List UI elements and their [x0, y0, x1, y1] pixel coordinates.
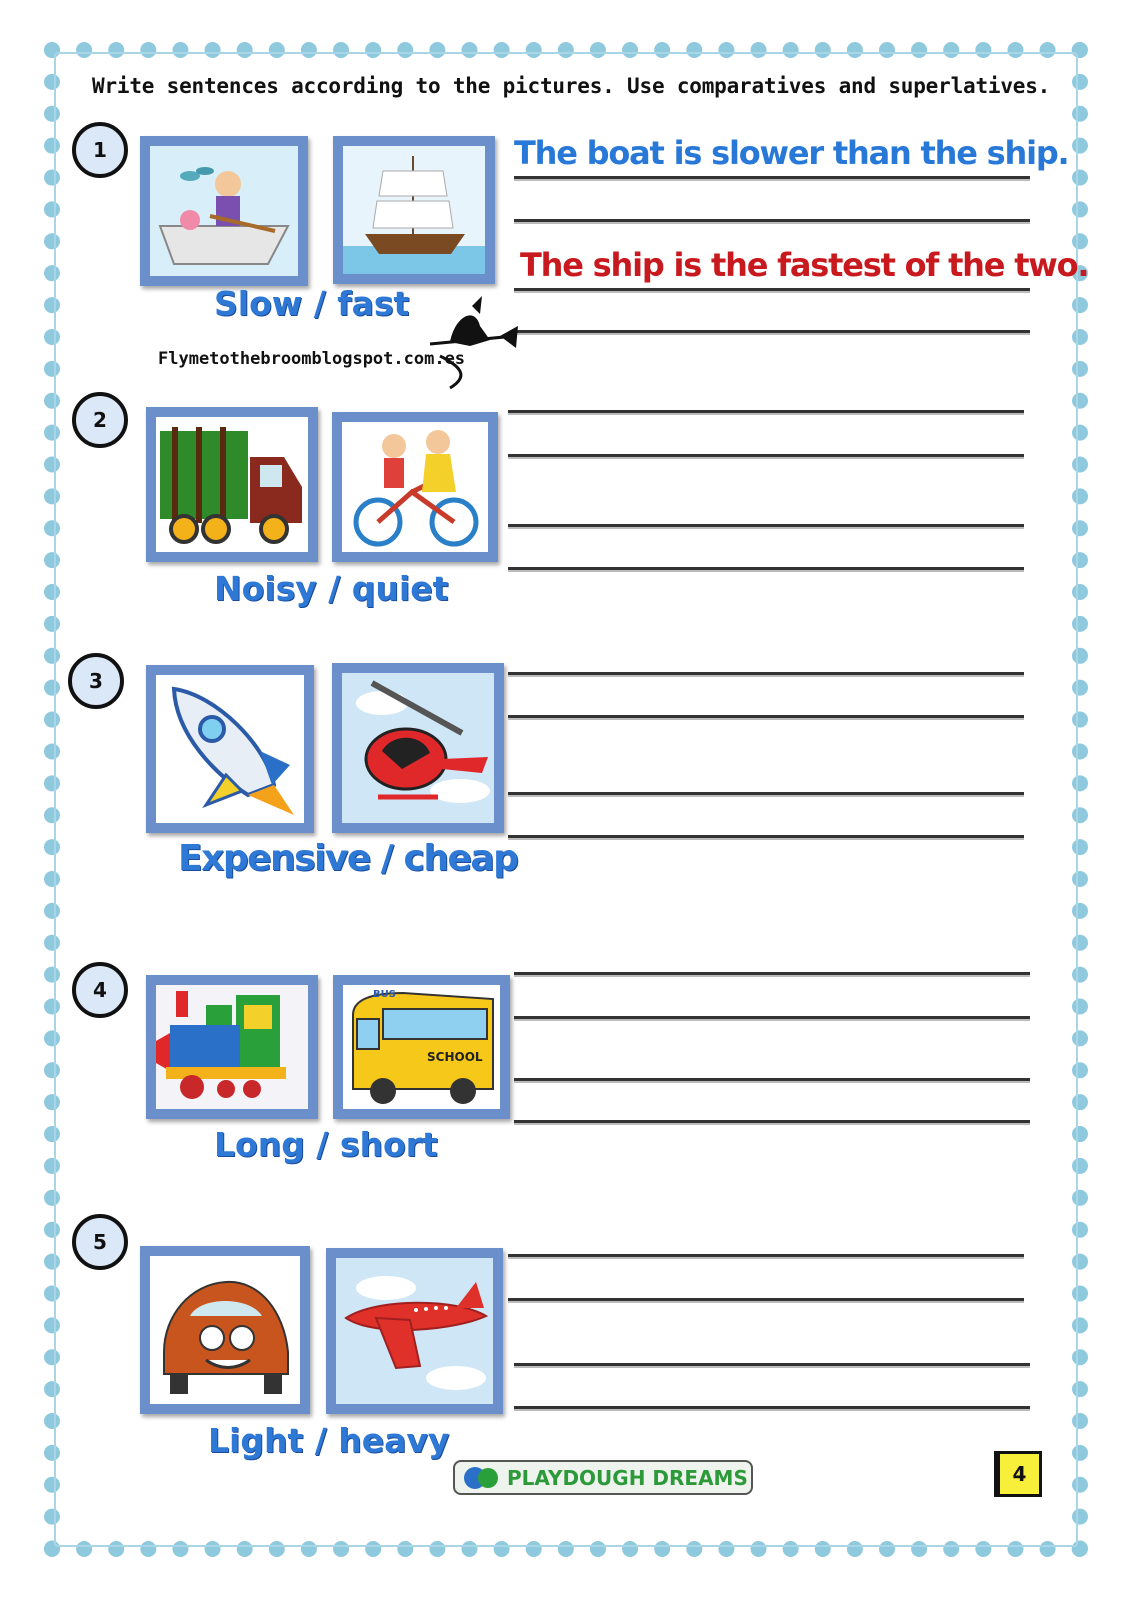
writing-line	[508, 715, 1024, 718]
answer-comparative-1: The boat is slower than the ship.	[514, 134, 1069, 172]
picture-airplane	[326, 1248, 503, 1414]
writing-line	[514, 1016, 1030, 1019]
witch-on-broom-icon	[420, 296, 520, 392]
playdough-dreams-logo	[453, 1460, 753, 1495]
writing-line	[514, 972, 1030, 975]
writing-line	[508, 672, 1024, 675]
writing-line	[508, 792, 1024, 795]
picture-helicopter	[332, 663, 504, 833]
exercise-label-3: Expensive / cheap	[178, 838, 518, 879]
picture-bicycle	[332, 412, 498, 562]
writing-line	[514, 330, 1030, 333]
exercise-number-5: 5	[72, 1214, 128, 1270]
exercise-label-5: Light / heavy	[208, 1421, 450, 1460]
writing-line	[514, 1406, 1030, 1409]
writing-line	[508, 567, 1024, 570]
picture-boat	[140, 136, 308, 286]
picture-truck	[146, 407, 318, 562]
picture-rocket	[146, 665, 314, 833]
writing-line	[514, 1078, 1030, 1081]
writing-line	[514, 288, 1030, 291]
writing-line	[508, 1254, 1024, 1257]
writing-line	[514, 176, 1030, 179]
exercise-number-3: 3	[68, 653, 124, 709]
writing-line	[508, 524, 1024, 527]
globe-logo-icon	[461, 1465, 501, 1491]
instruction-text: Write sentences according to the pictures. Use comparatives and superlatives.	[92, 74, 1051, 98]
exercise-number-2: 2	[72, 392, 128, 448]
answer-superlative-1: The ship is the fastest of the two.	[520, 246, 1089, 284]
writing-line	[514, 219, 1030, 222]
writing-line	[514, 1120, 1030, 1123]
exercise-label-2: Noisy / quiet	[214, 569, 449, 608]
exercise-number-1: 1	[72, 122, 128, 178]
logo-text: PLAYDOUGH DREAMS	[507, 1465, 748, 1490]
writing-line	[508, 454, 1024, 457]
blog-credit: Flymetothebroomblogspot.com.es	[158, 349, 466, 369]
exercise-label-4: Long / short	[214, 1125, 438, 1164]
picture-bus	[333, 975, 510, 1119]
bus-side-text: SCHOOL	[427, 1050, 483, 1064]
picture-train	[146, 975, 318, 1119]
page-number: 4	[994, 1451, 1042, 1497]
writing-line	[508, 410, 1024, 413]
picture-car	[140, 1246, 310, 1414]
writing-line	[508, 1298, 1024, 1301]
exercise-number-4: 4	[72, 962, 128, 1018]
exercise-label-1: Slow / fast	[214, 284, 410, 323]
writing-line	[508, 835, 1024, 838]
writing-line	[514, 1363, 1030, 1366]
picture-ship	[333, 136, 495, 284]
bus-top-text: BUS	[373, 989, 396, 1000]
